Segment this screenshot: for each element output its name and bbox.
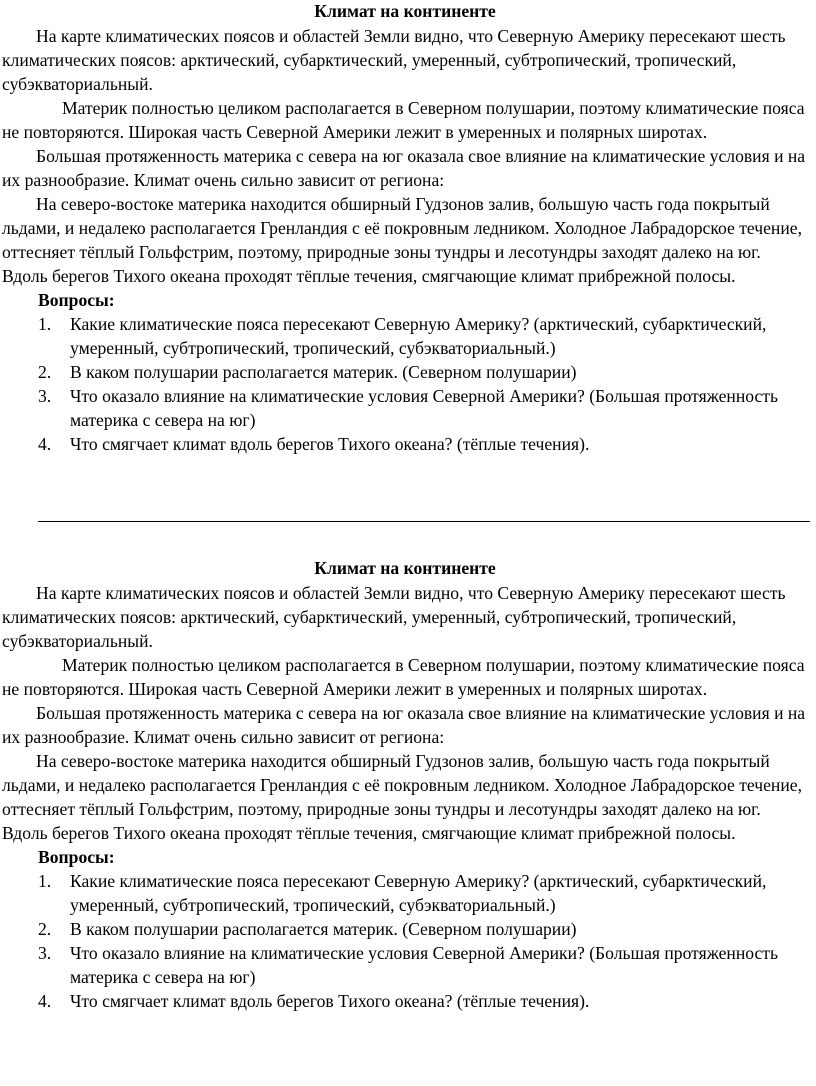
question-text: В каком полушарии располагается материк. (Северном полушарии) [70, 918, 577, 939]
question-item [0, 384, 810, 432]
question-item [0, 312, 810, 360]
question-item [0, 360, 810, 384]
question-item [0, 941, 810, 989]
paragraph-1: На карте климатических поясов и областей Земли видно, что Северную Америку пересекают шесть климатических поясов: арктический, субарктический, умеренный, субтропический, тропический, субэкваториальный. [2, 25, 786, 94]
question-text: Какие климатические пояса пересекают Северную Америку? (арктический, субарктический, умеренный, субтропический, тропический, субэкваториальный.) [70, 870, 767, 915]
question-item [0, 989, 810, 1013]
question-text: Что оказало влияние на климатические условия Северной Америки? (Большая протяженность материка с севера на юг) [70, 385, 779, 430]
document-copy-1 [0, 0, 810, 456]
paragraph-4: На северо-востоке материка находится обширный Гудзонов залив, большую часть года покрытый льдами, и недалеко располагается Гренландия с её покровным ледником. Холодное Лабрадорское течение, оттесняет тёплый Гольфстрим, поэтому, природные зоны тундры и лесотундры заходят далеко на юг. Вдоль берегов Тихого океана проходят тёплые течения, смягчающие климат прибрежной полосы. [2, 750, 802, 843]
question-text: Что смягчает климат вдоль берегов Тихого океана? (тёплые течения). [70, 433, 590, 454]
question-text: Что смягчает климат вдоль берегов Тихого океана? (тёплые течения). [70, 990, 590, 1011]
question-number: 2. [38, 918, 52, 939]
paragraph-3: Большая протяженность материка с севера на юг оказала свое влияние на климатические условия и на их разнообразие. Климат очень сильно зависит от региона: [2, 145, 806, 190]
questions-heading: Вопросы: [38, 289, 115, 310]
questions-heading: Вопросы: [38, 846, 115, 867]
questions-list [0, 312, 810, 456]
document-title: Климат на континенте [314, 558, 496, 578]
paragraph-2: Материк полностью целиком располагается в Северном полушарии, поэтому климатические пояса не повторяются. Широкая часть Северной Америки лежит в умеренных и полярных широтах. [2, 97, 805, 142]
paragraph-3: Большая протяженность материка с севера на юг оказала свое влияние на климатические условия и на их разнообразие. Климат очень сильно зависит от региона: [2, 702, 806, 747]
question-text: Какие климатические пояса пересекают Северную Америку? (арктический, субарктический, умеренный, субтропический, тропический, субэкваториальный.) [70, 313, 767, 358]
question-number: 4. [38, 433, 52, 454]
question-number: 2. [38, 361, 52, 382]
question-number: 3. [38, 385, 52, 406]
paragraph-4: На северо-востоке материка находится обширный Гудзонов залив, большую часть года покрытый льдами, и недалеко располагается Гренландия с её покровным ледником. Холодное Лабрадорское течение, оттесняет тёплый Гольфстрим, поэтому, природные зоны тундры и лесотундры заходят далеко на юг. Вдоль берегов Тихого океана проходят тёплые течения, смягчающие климат прибрежной полосы. [2, 193, 802, 286]
question-item [0, 917, 810, 941]
question-number: 3. [38, 942, 52, 963]
document-copy-2 [0, 557, 810, 1013]
question-text: В каком полушарии располагается материк. (Северном полушарии) [70, 361, 577, 382]
question-item [0, 869, 810, 917]
question-item [0, 432, 810, 456]
question-text: Что оказало влияние на климатические условия Северной Америки? (Большая протяженность материка с севера на юг) [70, 942, 779, 987]
divider-line [38, 521, 810, 522]
document-title: Климат на континенте [314, 1, 496, 21]
question-number: 1. [38, 313, 52, 334]
question-number: 1. [38, 870, 52, 891]
paragraph-2: Материк полностью целиком располагается в Северном полушарии, поэтому климатические пояса не повторяются. Широкая часть Северной Америки лежит в умеренных и полярных широтах. [2, 654, 805, 699]
questions-list [0, 869, 810, 1013]
question-number: 4. [38, 990, 52, 1011]
paragraph-1: На карте климатических поясов и областей Земли видно, что Северную Америку пересекают шесть климатических поясов: арктический, субарктический, умеренный, субтропический, тропический, субэкваториальный. [2, 582, 786, 651]
